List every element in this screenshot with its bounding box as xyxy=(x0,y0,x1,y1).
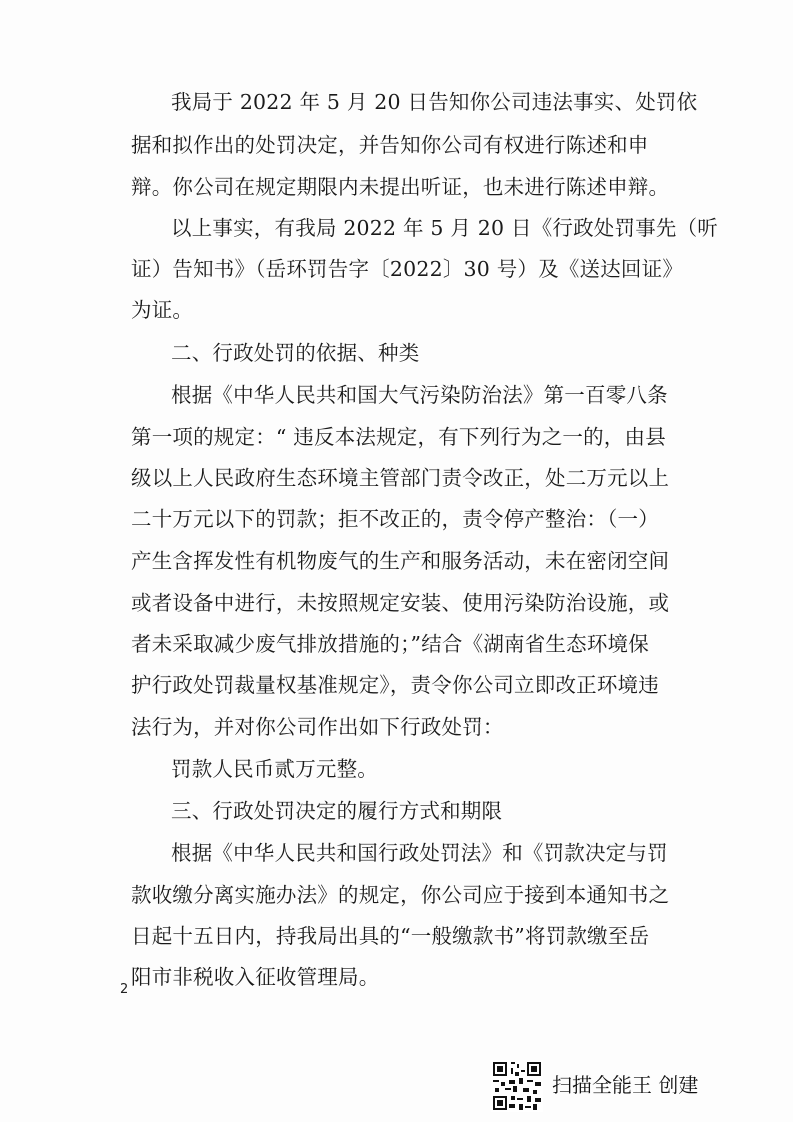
paragraph-line: 者未采取减少废气排放措施的；”结合《湖南省生态环境保 xyxy=(131,632,649,656)
paragraph-line: 根据《中华人民共和国大气污染防治法》第一百零八条 xyxy=(171,383,668,407)
paragraph-line: 据和拟作出的处罚决定，并告知你公司有权进行陈述和申 xyxy=(131,133,649,157)
paragraph-line: 二十万元以下的罚款；拒不改正的，责令停产整治：（一） xyxy=(131,507,659,531)
paragraph-line: 日起十五日内，持我局出具的“一般缴款书”将罚款缴至岳 xyxy=(131,924,650,948)
paragraph-line: 我局于 2022 年 5 月 20 日告知你公司违法事实、处罚依 xyxy=(171,90,698,114)
page-number: 2 xyxy=(120,982,129,997)
paragraph-line: 款收缴分离实施办法》的规定，你公司应于接到本通知书之 xyxy=(131,883,670,907)
paragraph-line: 阳市非税收入征收管理局。 xyxy=(131,965,380,989)
paragraph-line: 罚款人民币贰万元整。 xyxy=(171,757,378,781)
paragraph-line: 辩。你公司在规定期限内未提出听证，也未进行陈述申辩。 xyxy=(131,175,670,199)
paragraph-line: 第一项的规定：“ 违反本法规定，有下列行为之一的，由县 xyxy=(131,425,666,449)
qr-code-icon xyxy=(491,1060,543,1112)
section-heading: 二、行政处罚的依据、种类 xyxy=(171,341,420,365)
paragraph-line: 以上事实，有我局 2022 年 5 月 20 日《行政处罚事先（听 xyxy=(171,216,718,240)
paragraph-line: 级以上人民政府生态环境主管部门责令改正，处二万元以上 xyxy=(131,466,670,490)
paragraph-line: 法行为，并对你公司作出如下行政处罚： xyxy=(131,715,504,739)
paragraph-line: 根据《中华人民共和国行政处罚法》和《罚款决定与罚 xyxy=(171,841,668,865)
paragraph-line: 证）告知书》（岳环罚告字〔2022〕30 号）及《送达回证》 xyxy=(131,257,684,281)
paragraph-line: 护行政处罚裁量权基准规定》，责令你公司立即改正环境违 xyxy=(131,673,659,697)
section-heading: 三、行政处罚决定的履行方式和期限 xyxy=(171,799,503,823)
paragraph-line: 为证。 xyxy=(131,298,194,322)
watermark-text: 扫描全能王 创建 xyxy=(552,1073,699,1097)
paragraph-line: 产生含挥发性有机物废气的生产和服务活动，未在密闭空间 xyxy=(131,549,670,573)
paragraph-line: 或者设备中进行，未按照规定安装、使用污染防治设施，或 xyxy=(131,591,670,615)
